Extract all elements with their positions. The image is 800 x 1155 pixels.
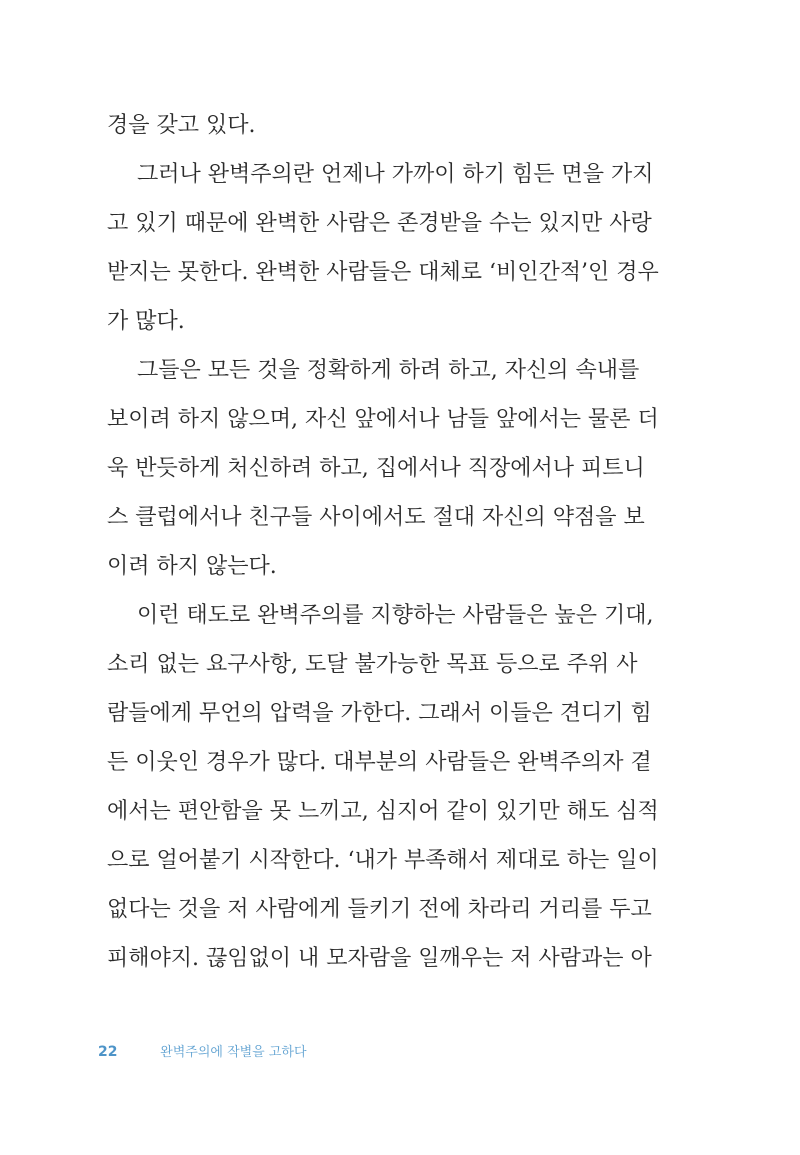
- text-line: 고 있기 때문에 완벽한 사람은 존경받을 수는 있지만 사랑: [107, 211, 652, 236]
- page-number: 22: [98, 1044, 118, 1060]
- text-line: 욱 반듯하게 처신하려 하고, 집에서나 직장에서나 피트니: [107, 456, 645, 481]
- text-line: 이려 하지 않는다.: [107, 554, 277, 579]
- text-line: 으로 얼어붙기 시작한다. ‘내가 부족해서 제대로 하는 일이: [107, 848, 659, 873]
- page-footer: [98, 1042, 307, 1062]
- text-line: 없다는 것을 저 사람에게 들키기 전에 차라리 거리를 두고: [107, 897, 652, 922]
- text-line: 든 이웃인 경우가 많다. 대부분의 사람들은 완벽주의자 곁: [107, 750, 652, 775]
- text-line: 받지는 못한다. 완벽한 사람들은 대체로 ‘비인간적’인 경우: [107, 260, 659, 285]
- text-line: 그러나 완벽주의란 언제나 가까이 하기 힘든 면을 가지: [137, 162, 654, 187]
- text-line: 가 많다.: [107, 309, 185, 334]
- text-line: 피해야지. 끊임없이 내 모자람을 일깨우는 저 사람과는 아: [107, 946, 652, 971]
- text-line: 에서는 편안함을 못 느끼고, 심지어 같이 있기만 해도 심적: [107, 799, 659, 824]
- text-line: 소리 없는 요구사항, 도달 불가능한 목표 등으로 주위 사: [107, 652, 638, 677]
- text-line: 이런 태도로 완벽주의를 지향하는 사람들은 높은 기대,: [137, 603, 654, 628]
- text-line: 그들은 모든 것을 정확하게 하려 하고, 자신의 속내를: [137, 358, 640, 383]
- text-line: 경을 갖고 있다.: [107, 113, 256, 138]
- text-line: 스 클럽에서나 친구들 사이에서도 절대 자신의 약점을 보: [107, 505, 645, 530]
- running-title: 완벽주의에 작별을 고하다: [160, 1045, 307, 1060]
- text-line: 보이려 하지 않으며, 자신 앞에서나 남들 앞에서는 물론 더: [107, 407, 659, 432]
- text-line: 람들에게 무언의 압력을 가한다. 그래서 이들은 견디기 힘: [107, 701, 652, 726]
